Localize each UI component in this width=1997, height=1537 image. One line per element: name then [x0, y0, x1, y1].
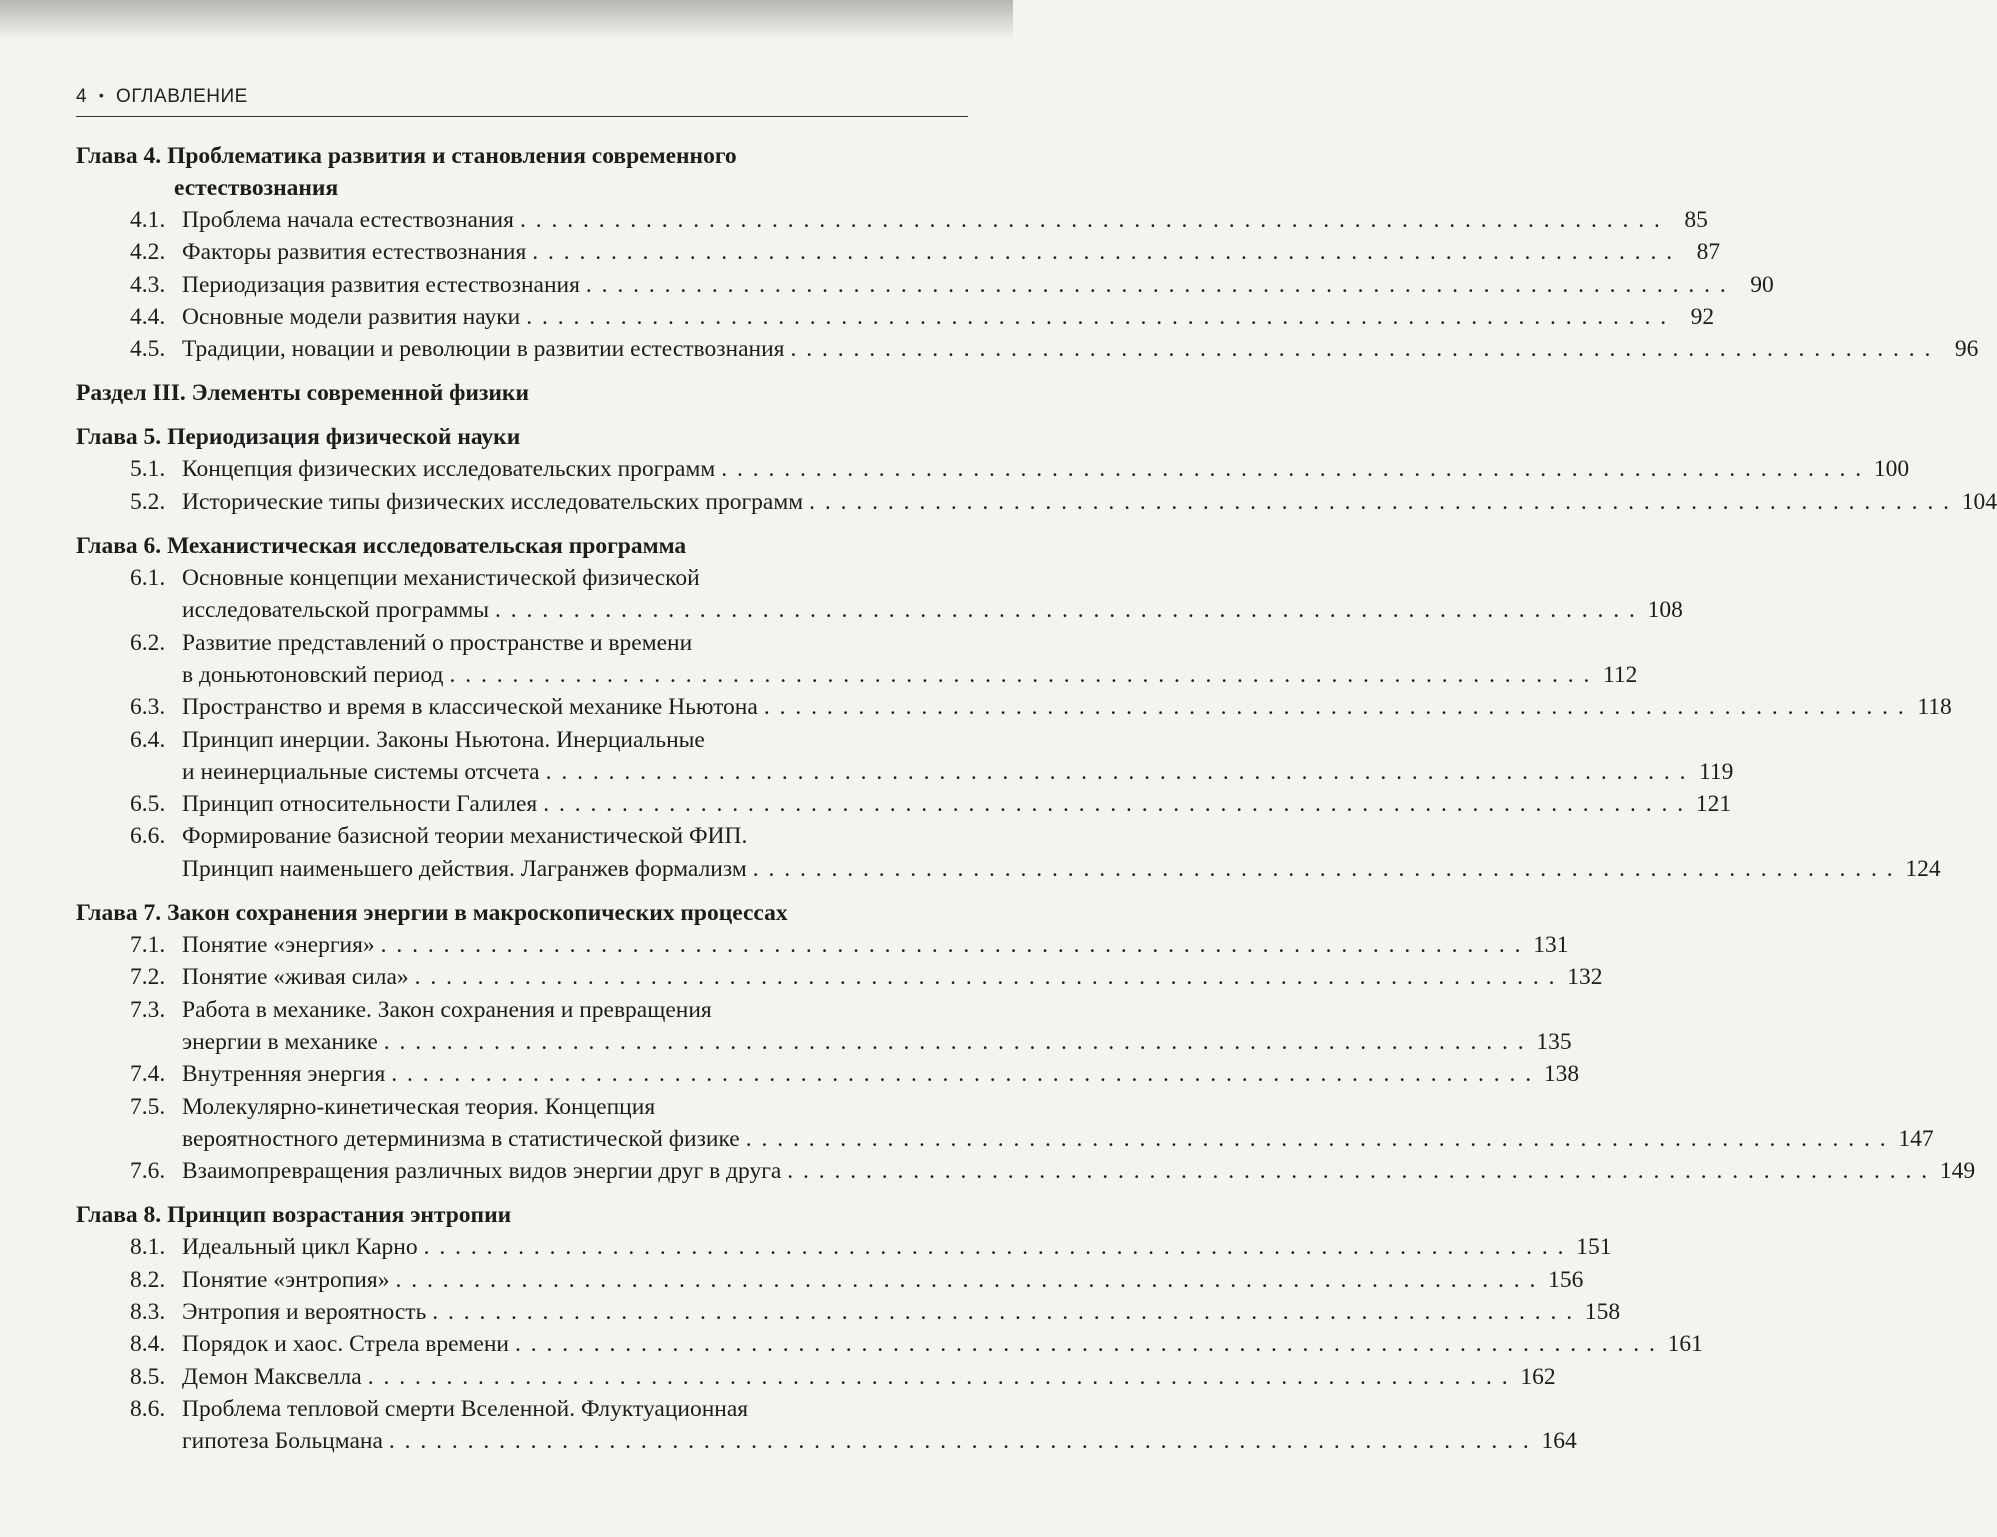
dot-leader [415, 961, 1557, 993]
toc-entry[interactable] [76, 1231, 1612, 1263]
running-title: ОГЛАВЛЕНИЕ [116, 86, 248, 107]
entry-page-number: 161 [1667, 1331, 1703, 1358]
entry-title: энергии в механике [182, 1028, 378, 1055]
toc-entry[interactable] [76, 1155, 1976, 1187]
chapter-heading[interactable] [76, 530, 968, 562]
entry-title: Энтропия и вероятность [182, 1299, 427, 1326]
entry-number: 7.1. [130, 932, 166, 959]
entry-title: Концепция физических исследовательских программ [182, 456, 716, 483]
toc-entry[interactable] [76, 453, 1910, 485]
entry-page-number: 164 [1541, 1428, 1577, 1455]
part-heading[interactable]: Раздел III. Элементы современной физики [76, 380, 530, 407]
entry-title: Развитие представлений о пространстве и времени [182, 629, 693, 656]
entry-page-number: 151 [1576, 1234, 1612, 1261]
chapter-title: Механистическая исследовательская программа [167, 533, 687, 560]
toc-entry[interactable] [76, 929, 1569, 961]
entry-page-number: 108 [1647, 597, 1683, 624]
entry-number: 7.4. [130, 1061, 166, 1088]
running-header [76, 86, 968, 117]
entry-page-number: 138 [1543, 1061, 1580, 1088]
chapter-heading[interactable] [76, 140, 968, 204]
entry-number: 8.4. [130, 1331, 166, 1358]
dot-leader [381, 929, 1523, 961]
toc-entry[interactable] [76, 691, 1952, 723]
toc-entry[interactable] [76, 1264, 1584, 1296]
dot-leader [424, 1231, 1566, 1263]
toc-entry[interactable] [76, 627, 1638, 692]
entry-page-number: 132 [1567, 964, 1603, 991]
entry-title: Понятие «живая сила» [182, 964, 409, 991]
entry-number: 6.2. [130, 629, 166, 656]
toc-entry[interactable] [76, 994, 1572, 1059]
entry-number: 4.5. [130, 336, 166, 363]
entry-title: Проблема начала естествознания [182, 207, 514, 233]
chapter-title: Проблематика развития и становления современного [167, 143, 737, 169]
entry-title: вероятностного детерминизма в статистической физике [182, 1125, 740, 1152]
dot-leader [449, 659, 1591, 691]
page-edge-shadow [0, 0, 1013, 40]
entry-page-number: 100 [1873, 456, 1910, 483]
chapter-title: Закон сохранения энергии в макроскопических процессах [167, 900, 788, 927]
dot-leader [586, 269, 1728, 301]
entry-title: Понятие «энергия» [182, 932, 375, 959]
entry-title: в доньютоновский период [182, 661, 444, 688]
entry-number: 8.5. [130, 1363, 166, 1390]
entry-title: Основные модели развития науки [182, 303, 521, 330]
toc-entry[interactable] [76, 236, 1721, 268]
entry-title: Демон Максвелла [182, 1363, 362, 1390]
entry-number: 7.3. [130, 996, 166, 1023]
entry-title: Понятие «энтропия» [182, 1266, 390, 1293]
toc-entry[interactable] [76, 486, 1997, 518]
entry-title: Пространство и время в классической механике Ньютона [182, 694, 758, 721]
dot-leader [495, 594, 1637, 626]
entry-page-number: 104 [1961, 488, 1997, 515]
entry-number: 7.6. [130, 1158, 166, 1185]
entry-page-number: 131 [1533, 932, 1569, 959]
toc-entry[interactable] [76, 1058, 1580, 1090]
entry-title: Периодизация развития естествознания [182, 271, 580, 298]
chapter-label: Глава 7. [76, 900, 162, 927]
chapter-heading[interactable] [76, 1199, 968, 1231]
toc-entry[interactable] [76, 333, 1979, 365]
entry-page-number: 118 [1917, 694, 1952, 721]
entry-title: Внутренняя энергия [182, 1061, 386, 1088]
entry-title: Традиции, новации и революции в развитии естествознания [182, 336, 785, 363]
entry-title: Принцип наименьшего действия. Лагранжев формализм [182, 855, 747, 882]
toc-entry[interactable] [76, 1091, 1934, 1156]
entry-number: 8.2. [130, 1266, 166, 1293]
entry-title: Факторы развития естествознания [182, 239, 527, 266]
entry-page-number: 162 [1520, 1363, 1556, 1390]
entry-title: исследовательской программы [182, 597, 490, 624]
entry-number: 7.2. [130, 964, 166, 991]
toc-entry[interactable] [76, 1296, 1621, 1328]
dot-leader [520, 204, 1662, 236]
entry-title: Проблема тепловой смерти Вселенной. Флуктуационная [182, 1395, 749, 1422]
toc-entry[interactable] [76, 269, 1774, 301]
chapter-title-continued: естествознания [174, 175, 339, 201]
dot-leader [787, 1155, 1929, 1187]
entry-number: 6.1. [130, 565, 166, 592]
dot-leader [515, 1328, 1657, 1360]
entry-number: 5.2. [130, 488, 166, 515]
entry-title: Молекулярно-кинетическая теория. Концепция [182, 1093, 656, 1120]
dot-leader [753, 853, 1895, 885]
entry-title: Принцип относительности Галилея [182, 791, 538, 818]
entry-page-number: 90 [1750, 271, 1774, 298]
entry-title: Принцип инерции. Законы Ньютона. Инерциальные [182, 726, 705, 753]
entry-title: Основные концепции механистической физической [182, 565, 700, 592]
toc-entry[interactable] [76, 1361, 1556, 1393]
entry-number: 8.6. [130, 1395, 166, 1422]
entry-title: гипотеза Больцмана [182, 1428, 383, 1455]
entry-title: Работа в механике. Закон сохранения и превращения [182, 996, 712, 1023]
entry-number: 4.2. [130, 239, 166, 266]
dot-leader [546, 756, 1688, 788]
entry-page-number: 158 [1584, 1299, 1621, 1326]
dot-leader [809, 486, 1951, 518]
entry-page-number: 147 [1898, 1125, 1934, 1152]
entry-page-number: 119 [1699, 758, 1734, 785]
dot-leader [526, 301, 1668, 333]
entry-page-number: 135 [1536, 1028, 1572, 1055]
chapter-label: Глава 8. [76, 1202, 162, 1229]
chapter-label: Глава 4. [76, 143, 162, 169]
toc-entry[interactable] [76, 301, 1715, 333]
chapter-heading[interactable] [76, 421, 968, 453]
entry-title: Исторические типы физических исследовательских программ [182, 488, 804, 515]
entry-title: Взаимопревращения различных видов энергии друг в друга [182, 1158, 782, 1185]
toc-entry[interactable] [76, 204, 1708, 236]
dot-leader [389, 1425, 1531, 1457]
dot-leader [746, 1123, 1888, 1155]
dot-leader [384, 1026, 1526, 1058]
entry-number: 6.6. [130, 823, 166, 850]
entry-page-number: 87 [1696, 239, 1721, 266]
chapter-label: Глава 5. [76, 424, 162, 451]
entry-number: 4.4. [130, 303, 166, 330]
entry-page-number: 149 [1939, 1158, 1976, 1185]
dot-leader [543, 788, 1685, 820]
entry-page-number: 92 [1690, 303, 1715, 330]
toc-entry[interactable] [76, 961, 1603, 993]
entry-number: 6.5. [130, 791, 166, 818]
toc-entry[interactable] [76, 724, 1734, 789]
entry-number: 8.1. [130, 1234, 166, 1261]
toc-entry[interactable] [76, 1393, 1577, 1458]
dot-leader [368, 1361, 1510, 1393]
chapter-title: Принцип возрастания энтропии [167, 1202, 512, 1229]
entry-title: Формирование базисной теории механистической ФИП. [182, 823, 748, 850]
dot-leader [790, 333, 1932, 365]
entry-number: 6.3. [130, 694, 166, 721]
entry-page-number: 121 [1695, 791, 1732, 818]
entry-number: 7.5. [130, 1093, 166, 1120]
dot-leader [395, 1264, 1537, 1296]
entry-page-number: 156 [1548, 1266, 1584, 1293]
entry-title: и неинерциальные системы отсчета [182, 758, 540, 785]
entry-number: 8.3. [130, 1299, 166, 1326]
toc-entry[interactable] [76, 788, 1732, 820]
entry-page-number: 85 [1684, 207, 1708, 233]
entry-number: 4.1. [130, 207, 166, 233]
table-of-contents [76, 140, 1997, 1458]
chapter-label: Глава 6. [76, 533, 162, 560]
dot-leader [532, 236, 1674, 268]
entry-number: 5.1. [130, 456, 166, 483]
entry-title: Порядок и хаос. Стрела времени [182, 1331, 509, 1358]
dot-leader [764, 691, 1906, 723]
toc-entry[interactable] [76, 820, 1941, 885]
bullet-separator: • [98, 87, 105, 103]
chapter-title: Периодизация физической науки [167, 424, 521, 451]
toc-entry[interactable] [76, 562, 1683, 627]
entry-page-number: 96 [1954, 336, 1979, 363]
dot-leader [432, 1296, 1574, 1328]
entry-title: Идеальный цикл Карно [182, 1234, 418, 1261]
dot-leader [391, 1058, 1533, 1090]
entry-page-number: 112 [1602, 661, 1638, 688]
toc-entry[interactable] [76, 1328, 1703, 1360]
chapter-heading[interactable] [76, 897, 968, 929]
page-number: 4 [76, 86, 88, 107]
entry-page-number: 124 [1905, 855, 1941, 882]
entry-number: 6.4. [130, 726, 166, 753]
dot-leader [721, 453, 1863, 485]
entry-number: 4.3. [130, 271, 166, 298]
